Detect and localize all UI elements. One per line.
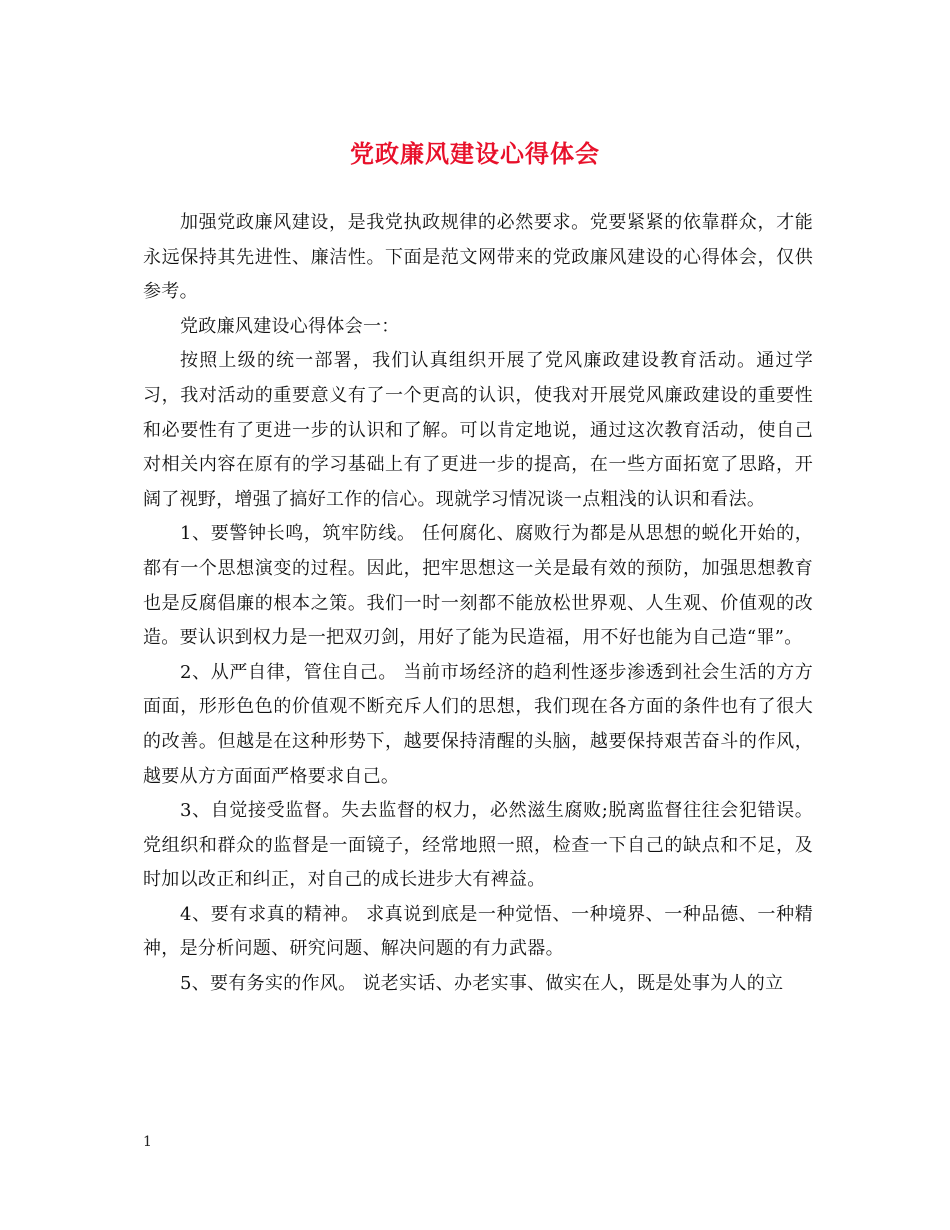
point-paragraph-1: 1、要警钟长鸣，筑牢防线。 任何腐化、腐败行为都是从思想的蜕化开始的，都有一个思想演变的过程。因此，把牢思想这一关是最有效的预防，加强思想教育也是反腐倡廉的根本之策。我们一时一刻都不能放松世界观、人生观、价值观的改造。要认识到权力是一把双刃剑，用好了能为民造福，用不好也能为自己造“罪”。 [143, 523, 813, 649]
point-paragraph-2: 2、从严自律，管住自己。 当前市场经济的趋利性逐步渗透到社会生活的方方面面，形形色色的价值观不断充斥人们的思想，我们现在各方面的条件也有了很大的改善。但越是在这种形势下，越要保持清醒的头脑，越要保持艰苦奋斗的作风，越要从方方面面严格要求自己。 [143, 661, 813, 787]
body-paragraph: 按照上级的统一部署，我们认真组织开展了党风廉政建设教育活动。通过学习，我对活动的重要意义有了一个更高的认识，使我对开展党风廉政建设的重要性和必要性有了更进一步的认识和了解。可以肯定地说，通过这次教育活动，使自己对相关内容在原有的学习基础上有了更进一步的提高，在一些方面拓宽了思路，开阔了视野，增强了搞好工作的信心。现就学习情况谈一点粗浅的认识和看法。 [143, 350, 813, 510]
page-number: 1 [143, 1134, 152, 1150]
point-paragraph-4: 4、要有求真的精神。 求真说到底是一种觉悟、一种境界、一种品德、一种精神，是分析问题、研究问题、解决问题的有力武器。 [143, 903, 813, 960]
point-paragraph-5: 5、要有务实的作风。 说老实话、办老实事、做实在人，既是处事为人的立 [180, 973, 784, 995]
intro-paragraph: 加强党政廉风建设，是我党执政规律的必然要求。党要紧紧的依靠群众，才能永远保持其先进性、廉洁性。下面是范文网带来的党政廉风建设的心得体会，仅供参考。 [143, 212, 813, 303]
section-heading: 党政廉风建设心得体会一： [180, 315, 400, 337]
point-paragraph-3: 3、自觉接受监督。失去监督的权力，必然滋生腐败;脱离监督往往会犯错误。党组织和群众的监督是一面镜子，经常地照一照，检查一下自己的缺点和不足，及时加以改正和纠正，对自己的成长进步大有裨益。 [143, 800, 813, 891]
document-title: 党政廉风建设心得体会 [350, 140, 600, 168]
document-body [143, 206, 813, 1002]
